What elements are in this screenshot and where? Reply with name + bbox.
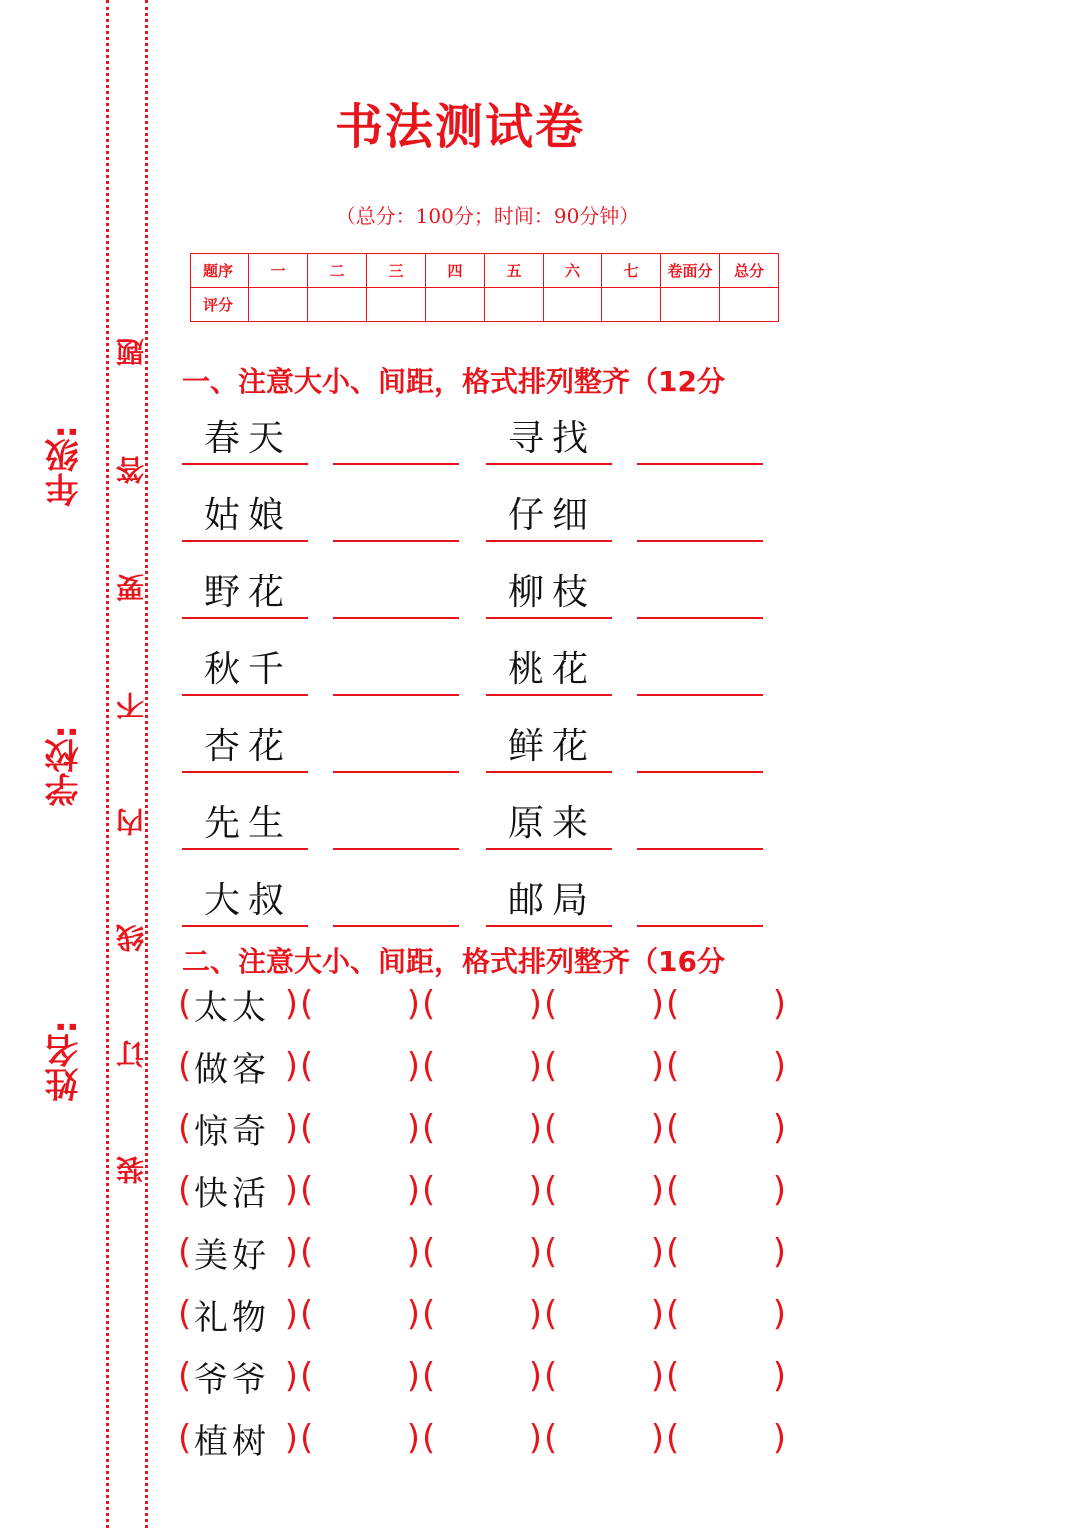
model-word: 秋千	[204, 649, 293, 690]
score-table	[190, 253, 779, 322]
left-paren: (	[666, 1232, 680, 1272]
right-paren: )	[650, 1356, 664, 1396]
table-cell: 总分	[720, 254, 779, 288]
practice-parens[interactable]	[422, 1046, 542, 1092]
model-word-slot	[182, 725, 308, 773]
left-paren: (	[178, 1356, 192, 1396]
model-word-slot	[486, 417, 612, 465]
left-paren: (	[300, 1418, 314, 1458]
left-paren: (	[422, 1418, 436, 1458]
practice-parens[interactable]	[544, 1170, 664, 1216]
practice-blank-line[interactable]	[333, 648, 459, 696]
right-paren: )	[528, 1232, 542, 1272]
model-word-slot	[486, 725, 612, 773]
left-paren: (	[666, 1170, 680, 1210]
model-word: 惊奇	[194, 1112, 270, 1152]
right-paren: )	[650, 1170, 664, 1210]
model-word-slot	[182, 648, 308, 696]
practice-parens[interactable]	[300, 1294, 420, 1340]
left-paren: (	[300, 1046, 314, 1086]
page-title: 书法测试卷	[334, 99, 585, 155]
score-cell[interactable]	[544, 288, 602, 322]
practice-blank-line[interactable]	[333, 571, 459, 619]
left-paren: (	[178, 1046, 192, 1086]
model-word: 桃花	[508, 649, 597, 690]
practice-parens[interactable]	[544, 1418, 664, 1464]
practice-parens[interactable]	[544, 1232, 664, 1278]
model-word: 柳枝	[508, 572, 597, 613]
table-cell: 一	[249, 254, 308, 288]
right-paren: )	[772, 1232, 786, 1272]
right-paren: )	[284, 1232, 298, 1272]
left-paren: (	[422, 1108, 436, 1148]
section2-title: 二、注意大小、间距，格式排列整齐（16分	[182, 945, 725, 978]
left-paren: (	[422, 1046, 436, 1086]
right-paren: )	[528, 1046, 542, 1086]
model-word-parens	[178, 1170, 298, 1216]
practice-parens[interactable]	[300, 1418, 420, 1464]
right-paren: )	[406, 1170, 420, 1210]
right-paren: )	[528, 1108, 542, 1148]
table-cell: 二	[308, 254, 367, 288]
practice-blank-line[interactable]	[333, 802, 459, 850]
left-paren: (	[178, 1418, 192, 1458]
left-paren: (	[666, 1046, 680, 1086]
model-word: 寻找	[508, 418, 597, 459]
section1-title: 一、注意大小、间距，格式排列整齐（12分	[182, 365, 725, 398]
left-paren: (	[544, 1232, 558, 1272]
left-paren: (	[178, 1108, 192, 1148]
model-word-slot	[182, 417, 308, 465]
model-word-slot	[486, 802, 612, 850]
practice-parens[interactable]	[422, 1418, 542, 1464]
left-paren: (	[544, 1294, 558, 1334]
right-paren: )	[284, 1294, 298, 1334]
table-cell: 五	[485, 254, 544, 288]
right-paren: )	[406, 1108, 420, 1148]
left-paren: (	[544, 984, 558, 1024]
score-time-info: （总分：100分；时间：90分钟）	[335, 204, 640, 228]
left-paren: (	[544, 1356, 558, 1396]
model-word: 邮局	[508, 880, 597, 921]
right-paren: )	[650, 1046, 664, 1086]
right-paren: )	[406, 1294, 420, 1334]
left-paren: (	[300, 1356, 314, 1396]
score-cell[interactable]	[720, 288, 779, 322]
right-paren: )	[284, 1108, 298, 1148]
table-cell: 题序	[191, 254, 249, 288]
left-paren: (	[422, 1232, 436, 1272]
model-word: 杏花	[204, 726, 293, 767]
score-cell[interactable]	[426, 288, 485, 322]
practice-parens[interactable]	[666, 1418, 786, 1464]
binding-char: 要	[115, 574, 148, 602]
left-paren: (	[300, 1294, 314, 1334]
right-paren: )	[284, 1356, 298, 1396]
model-word: 做客	[194, 1050, 270, 1090]
practice-parens[interactable]	[422, 1294, 542, 1340]
practice-parens[interactable]	[544, 984, 664, 1030]
right-paren: )	[772, 984, 786, 1024]
table-cell: 评分	[191, 288, 249, 322]
model-word: 植树	[194, 1422, 270, 1462]
school-label: 学校:	[45, 725, 85, 807]
table-cell: 三	[367, 254, 426, 288]
left-paren: (	[666, 1108, 680, 1148]
model-word-slot	[182, 494, 308, 542]
binding-char: 题	[115, 338, 148, 366]
model-word-parens	[178, 1418, 298, 1464]
practice-parens[interactable]	[666, 984, 786, 1030]
practice-parens[interactable]	[666, 1108, 786, 1154]
right-paren: )	[650, 1294, 664, 1334]
practice-parens[interactable]	[666, 1232, 786, 1278]
left-paren: (	[178, 1232, 192, 1272]
left-paren: (	[544, 1046, 558, 1086]
practice-blank-line[interactable]	[637, 494, 763, 542]
right-paren: )	[284, 984, 298, 1024]
model-word-parens	[178, 1108, 298, 1154]
practice-parens[interactable]	[544, 1356, 664, 1402]
score-cell[interactable]	[602, 288, 661, 322]
right-paren: )	[406, 1232, 420, 1272]
right-paren: )	[528, 1294, 542, 1334]
right-paren: )	[772, 1108, 786, 1148]
model-word-parens	[178, 1356, 298, 1402]
left-paren: (	[666, 1418, 680, 1458]
model-word-slot	[182, 879, 308, 927]
model-word-slot	[182, 571, 308, 619]
binding-dotted-line-left	[106, 0, 109, 1528]
right-paren: )	[528, 1418, 542, 1458]
practice-parens[interactable]	[300, 1046, 420, 1092]
right-paren: )	[284, 1418, 298, 1458]
model-word-parens	[178, 1294, 298, 1340]
right-paren: )	[650, 1232, 664, 1272]
model-word: 快活	[194, 1174, 270, 1214]
grade-label: 年级:	[45, 425, 85, 507]
right-paren: )	[406, 1356, 420, 1396]
practice-parens[interactable]	[422, 1170, 542, 1216]
right-paren: )	[284, 1046, 298, 1086]
left-paren: (	[544, 1108, 558, 1148]
score-table-score-row	[191, 288, 779, 322]
practice-blank-line[interactable]	[333, 417, 459, 465]
practice-parens[interactable]	[422, 1108, 542, 1154]
model-word: 春天	[204, 418, 293, 459]
practice-blank-line[interactable]	[637, 417, 763, 465]
left-paren: (	[666, 1294, 680, 1334]
left-paren: (	[300, 1170, 314, 1210]
left-paren: (	[544, 1418, 558, 1458]
table-cell: 四	[426, 254, 485, 288]
model-word-slot	[486, 879, 612, 927]
left-paren: (	[422, 1356, 436, 1396]
left-paren: (	[300, 1232, 314, 1272]
left-paren: (	[544, 1170, 558, 1210]
score-cell[interactable]	[367, 288, 426, 322]
table-cell: 六	[544, 254, 602, 288]
practice-blank-line[interactable]	[637, 802, 763, 850]
model-word-parens	[178, 1046, 298, 1092]
practice-parens[interactable]	[422, 1356, 542, 1402]
model-word: 姑娘	[204, 495, 293, 536]
practice-parens[interactable]	[544, 1294, 664, 1340]
practice-blank-line[interactable]	[333, 494, 459, 542]
practice-parens[interactable]	[544, 1046, 664, 1092]
name-label: 姓名:	[45, 1020, 85, 1102]
left-paren: (	[422, 1170, 436, 1210]
practice-blank-line[interactable]	[333, 879, 459, 927]
practice-parens[interactable]	[300, 1170, 420, 1216]
practice-blank-line[interactable]	[637, 648, 763, 696]
binding-char: 答	[115, 456, 148, 484]
practice-parens[interactable]	[666, 1294, 786, 1340]
practice-parens[interactable]	[300, 1232, 420, 1278]
left-paren: (	[422, 984, 436, 1024]
practice-parens[interactable]	[544, 1108, 664, 1154]
model-word: 太太	[194, 988, 270, 1028]
right-paren: )	[406, 1046, 420, 1086]
practice-parens[interactable]	[666, 1170, 786, 1216]
right-paren: )	[650, 1108, 664, 1148]
practice-parens[interactable]	[300, 984, 420, 1030]
right-paren: )	[772, 1418, 786, 1458]
practice-parens[interactable]	[300, 1108, 420, 1154]
model-word-slot	[486, 648, 612, 696]
score-table-header-row	[191, 254, 779, 288]
right-paren: )	[406, 1418, 420, 1458]
model-word-slot	[486, 494, 612, 542]
left-paren: (	[422, 1294, 436, 1334]
left-paren: (	[300, 1108, 314, 1148]
right-paren: )	[650, 1418, 664, 1458]
binding-char: 订	[115, 1040, 148, 1068]
model-word-slot	[486, 571, 612, 619]
model-word: 仔细	[508, 495, 597, 536]
model-word: 爷爷	[194, 1360, 270, 1400]
binding-dotted-line-right	[145, 0, 148, 1528]
left-paren: (	[178, 1170, 192, 1210]
binding-char: 线	[115, 924, 148, 952]
left-paren: (	[300, 984, 314, 1024]
left-paren: (	[178, 1294, 192, 1334]
model-word: 鲜花	[508, 726, 597, 767]
model-word-slot	[182, 802, 308, 850]
right-paren: )	[772, 1170, 786, 1210]
score-cell[interactable]	[661, 288, 720, 322]
practice-blank-line[interactable]	[637, 879, 763, 927]
right-paren: )	[528, 984, 542, 1024]
practice-parens[interactable]	[666, 1046, 786, 1092]
score-cell[interactable]	[249, 288, 308, 322]
model-word: 先生	[204, 803, 293, 844]
binding-char: 不	[115, 692, 148, 720]
right-paren: )	[406, 984, 420, 1024]
score-cell[interactable]	[308, 288, 367, 322]
right-paren: )	[528, 1356, 542, 1396]
practice-parens[interactable]	[422, 984, 542, 1030]
left-paren: (	[666, 1356, 680, 1396]
right-paren: )	[772, 1046, 786, 1086]
right-paren: )	[772, 1294, 786, 1334]
practice-blank-line[interactable]	[637, 571, 763, 619]
table-cell: 卷面分	[661, 254, 720, 288]
left-paren: (	[666, 984, 680, 1024]
binding-char: 内	[115, 808, 148, 836]
score-cell[interactable]	[485, 288, 544, 322]
model-word-parens	[178, 1232, 298, 1278]
practice-blank-line[interactable]	[333, 725, 459, 773]
table-cell: 七	[602, 254, 661, 288]
model-word: 原来	[508, 803, 597, 844]
left-paren: (	[178, 984, 192, 1024]
binding-char: 装	[115, 1156, 148, 1184]
model-word: 大叔	[204, 880, 293, 921]
right-paren: )	[772, 1356, 786, 1396]
practice-parens[interactable]	[422, 1232, 542, 1278]
model-word: 美好	[194, 1236, 270, 1276]
right-paren: )	[528, 1170, 542, 1210]
practice-parens[interactable]	[300, 1356, 420, 1402]
right-paren: )	[650, 984, 664, 1024]
practice-parens[interactable]	[666, 1356, 786, 1402]
right-paren: )	[284, 1170, 298, 1210]
model-word: 野花	[204, 572, 293, 613]
model-word-parens	[178, 984, 298, 1030]
practice-blank-line[interactable]	[637, 725, 763, 773]
model-word: 礼物	[194, 1298, 270, 1338]
